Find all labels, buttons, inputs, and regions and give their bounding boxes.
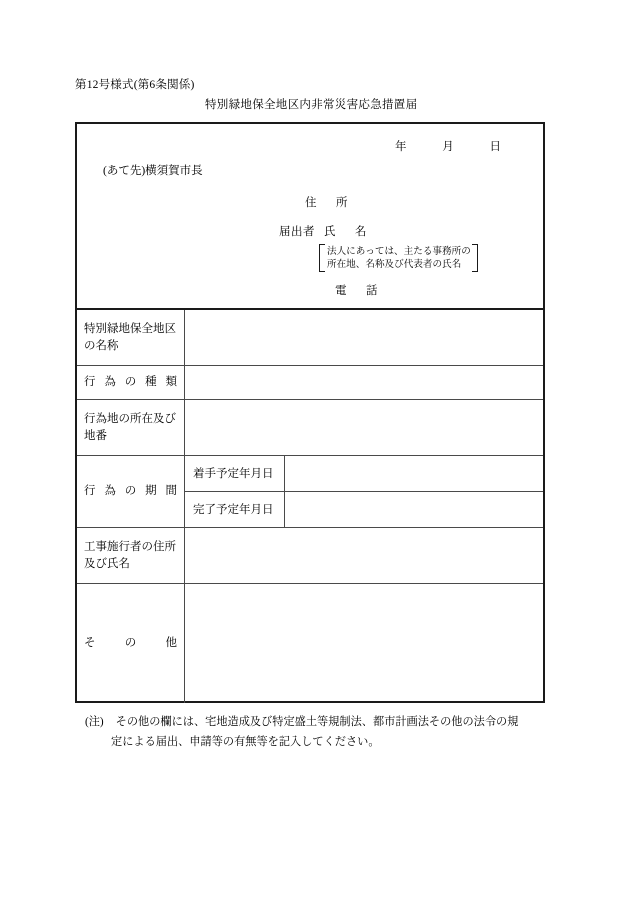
form-number: 第12号様式(第6条関係) (75, 79, 195, 91)
end-date-label: 完了予定年月日 (185, 492, 285, 528)
date-year-label: 年 (395, 141, 407, 153)
start-date-input[interactable] (285, 456, 543, 491)
declarant-name-line (279, 223, 371, 239)
other-label-char: そ (84, 637, 96, 649)
footnote-line-2: 定による届出、申請等の有無等を記入してください。 (111, 736, 380, 748)
table-row (77, 400, 543, 456)
telephone-label: 電 話 (335, 285, 382, 297)
act-period-label-char: 行 (84, 485, 96, 497)
district-name-input[interactable] (185, 310, 543, 365)
act-kind-label (77, 366, 185, 399)
act-kind-label-char: の (124, 376, 137, 388)
act-place-label (77, 400, 185, 455)
act-kind-label-char: 種 (145, 376, 157, 388)
date-month-label: 月 (442, 141, 454, 153)
declarant-block (77, 124, 543, 310)
footnote-text-1: その他の欄には、宅地造成及び特定盛土等規制法、都市計画法その他の法令の規 (115, 716, 519, 728)
corporate-note (319, 244, 478, 272)
end-date-input[interactable] (285, 492, 543, 528)
date-line (395, 138, 501, 154)
table-subrow (185, 456, 543, 492)
start-date-label: 着手予定年月日 (185, 456, 285, 491)
act-period-label-char: 間 (165, 485, 177, 497)
act-place-input[interactable] (185, 400, 543, 455)
name-label: 氏 名 (324, 226, 371, 238)
act-period-label-char: の (124, 485, 137, 497)
act-kind-label-char: 類 (165, 376, 177, 388)
table-row (77, 528, 543, 584)
footnote-line-1 (85, 712, 555, 732)
form-table (75, 122, 545, 703)
table-row (77, 366, 543, 400)
other-label (77, 584, 185, 703)
district-name-label: 特別緑地保全地区の名称 (77, 310, 185, 365)
table-body (77, 310, 543, 703)
table-row (77, 310, 543, 366)
bracket-right (472, 244, 478, 272)
form-title: 特別緑地保全地区内非常災害応急措置届 (205, 99, 418, 111)
other-input[interactable] (185, 584, 543, 703)
date-day-label: 日 (489, 141, 501, 153)
address-label: 住 所 (305, 197, 352, 209)
corporate-note-text (325, 244, 472, 272)
act-kind-label-char: 為 (104, 376, 116, 388)
table-row (77, 456, 543, 528)
corporate-note-line-2: 所在地、名称及び代表者の氏名 (327, 259, 462, 270)
act-period-label-char: 期 (145, 485, 157, 497)
other-label-char: の (124, 637, 137, 649)
act-place-label-text: 行為地の所在及び地番 (84, 412, 176, 442)
footnote (85, 712, 555, 752)
other-label-char: 他 (165, 637, 177, 649)
contractor-label-text: 工事施行者の住所及び氏名 (84, 540, 176, 570)
act-kind-input[interactable] (185, 366, 543, 399)
footnote-mark: (注) (85, 716, 104, 728)
table-subrow (185, 492, 543, 528)
act-kind-label-char: 行 (84, 376, 96, 388)
table-row (77, 584, 543, 703)
declarant-prefix: 届出者 (279, 226, 315, 238)
contractor-label (77, 528, 185, 583)
contractor-input[interactable] (185, 528, 543, 583)
act-period-subtable (185, 456, 543, 527)
act-period-label-char: 為 (104, 485, 116, 497)
act-period-label (77, 456, 185, 527)
addressee-line: (あて先)横須賀市長 (103, 165, 203, 177)
corporate-note-line-1: 法人にあっては、主たる事務所の (327, 246, 471, 257)
